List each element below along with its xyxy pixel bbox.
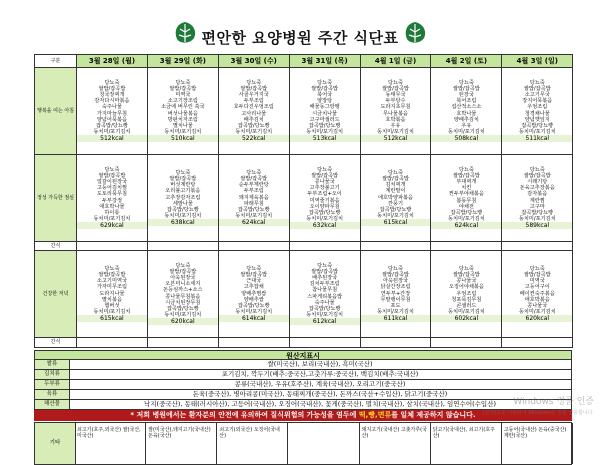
menu-item: 동치미/포기김치 [235, 128, 273, 135]
menu-item: 쌀밥/잡곡밥 [523, 272, 551, 279]
day-header: 3월 30일 (수) [218, 55, 289, 68]
snack-cell [147, 242, 218, 251]
day-header: 3월 28일 (월) [77, 55, 148, 68]
menu-item: 두부조림 [243, 98, 264, 105]
menu-item: 당뇨죽 [529, 80, 545, 87]
menu-item: 두부강정 [101, 197, 122, 204]
etc-cell: 고등어(국내산) 돈육(중국산) 계란(국산) [502, 423, 573, 464]
meal-cell [289, 155, 360, 242]
kcal-value: 620kcal [148, 318, 218, 325]
etc-cell: 돼지고기(국내산) 고춧가루(국산) [360, 423, 431, 464]
menu-item: 세발나물 [172, 200, 193, 207]
menu-item: 당뇨죽 [387, 80, 404, 87]
etc-cell: 쇠고기(외국산) 오징어(국내산) [217, 423, 288, 464]
menu-item: 버섯나물볶음 [167, 110, 198, 117]
menu-item: 동치미/포기김치 [93, 215, 131, 222]
kcal-value: 638kcal [148, 219, 218, 226]
menu-item: 얼갈이된장국 [96, 179, 127, 186]
kcal-value: 512kcal [77, 135, 147, 142]
menu-item: 감자다시마볶음 [94, 98, 130, 105]
menu-item: 쌀밥/잡곡밥 [382, 272, 409, 279]
menu-item: 아욱된장국 [382, 278, 409, 285]
menu-item: 고등어구이 [524, 284, 550, 291]
origin-detail: 콩류(국내산), 우유(호주산), 계육(국내산), 오리고기(중국산) [234, 380, 406, 388]
menu-item: 무말랭이무침 [380, 296, 411, 303]
kcal-value: 615kcal [361, 219, 431, 226]
menu-item: 동치미/포기김치 [447, 128, 485, 135]
origin-row [34, 370, 572, 380]
menu-item: 잡곡밥/당뇨빵 [96, 122, 128, 129]
meal-cell [502, 155, 573, 242]
snack-row [35, 338, 573, 348]
meal-cell [218, 68, 289, 155]
menu-item: 당뇨죽 [458, 167, 474, 174]
menu-item: 당뇨죽 [387, 170, 404, 177]
origin-category: 두부류 [35, 380, 70, 389]
meal-cell [502, 68, 573, 155]
menu-item: 순두부계란탕 [238, 182, 269, 189]
meal-cell [147, 251, 218, 338]
menu-item: 하이롱 [104, 209, 120, 216]
menu-item: 멸치볶음 [101, 296, 122, 303]
etc-cell: 닭고기(국내산), 쇠고기(호주산) [431, 423, 502, 464]
meal-label: 건강한 저녁 [35, 251, 77, 338]
origin-detail: 낙지(중국산), 동태(러시아산), 고등어(국내산), 오징어(국내산), 꽃게(중국산), 멸치(국내산), 삼치(국내산), 임연수어(수입산) [143, 400, 497, 408]
menu-item: 동태무국 [385, 92, 406, 99]
menu-item: 돈등심까스+소스 [163, 287, 203, 294]
menu-item: 당뇨죽 [175, 263, 191, 270]
menu-item: 가지마늘무침 [96, 110, 127, 117]
origin-detail: 돈육(중국산), 병아리콩(미국산), 동태찌개(중국산), 돈까스(국산+수입산), 닭고기(중국산) [192, 390, 448, 398]
menu-item: 참나물무침 [312, 287, 338, 294]
menu-item: 계란찜 [529, 197, 545, 204]
menu-item: 쌀밥/잡곡밥 [523, 86, 551, 93]
menu-item: 소고기무국 [524, 92, 550, 99]
menu-item: 당뇨죽 [458, 266, 474, 273]
snack-cell [218, 338, 289, 348]
menu-item: 돼지제육볶음 [238, 194, 269, 201]
menu-item: 시래기탕 [527, 179, 548, 186]
menu-item: 양장탕 [317, 98, 333, 105]
menu-item: 섭산적소스소 [451, 104, 482, 111]
menu-item: 동치미/포기김치 [377, 212, 414, 219]
kcal-value: 615kcal [77, 315, 147, 322]
menu-item: 도라지초무침 [380, 104, 411, 111]
windows-activation-watermark [483, 397, 594, 419]
menu-item: 파래무침 [243, 200, 264, 207]
menu-item: 쌀밥/잡곡밥 [98, 272, 126, 279]
kcal-value: 522kcal [219, 135, 289, 142]
meal-cell [431, 251, 502, 338]
menu-item: 동치미/포기김치 [93, 308, 131, 315]
menu-item: 당뇨죽 [387, 266, 404, 273]
menu-item: 애호박양파볶음 [377, 194, 414, 201]
meal-label: 정성 가득한 점심 [35, 155, 77, 242]
notice-text: * 저희 병원에서는 환자분의 안전에 유의하여 질식위험의 가능성을 염두에 [130, 411, 359, 419]
menu-item: 콩나물국 [527, 302, 548, 309]
snack-cell [431, 338, 502, 348]
menu-item: 두부조림+오이 [307, 191, 342, 198]
menu-item: 미역국 [529, 278, 545, 285]
snack-cell [77, 242, 148, 251]
menu-item: 당뇨죽 [246, 266, 262, 273]
menu-item: 고사리나물 [241, 110, 267, 117]
menu-item: 치킨 [461, 185, 472, 192]
etc-cell [288, 423, 359, 464]
snack-label: 간식 [35, 338, 77, 348]
menu-item: 연두부+간장 [380, 290, 411, 297]
menu-item: 호두다진우엉조림 [233, 104, 274, 111]
menu-item: 가자미무조림 [96, 284, 127, 291]
menu-item: 잡곡밥/당뇨빵 [166, 305, 199, 312]
origin-row [34, 360, 572, 370]
menu-item: 동치미/포기김치 [447, 308, 485, 315]
menu-item: 당뇨죽 [317, 263, 333, 270]
menu-item: 고구마 [529, 203, 545, 210]
menu-item: 우엉조림 [456, 290, 477, 297]
monstera-leaf-icon [402, 20, 428, 46]
meal-cell [502, 251, 573, 338]
menu-item: 동치미/포기김치 [164, 212, 202, 219]
menu-item: 두부조림 [243, 188, 264, 195]
kcal-value: 624kcal [431, 222, 501, 229]
menu-item: 쌀밥/잡곡밥 [240, 86, 268, 93]
lunch-row [35, 155, 573, 242]
menu-item: 사골우거지국 [238, 92, 269, 99]
snack-cell [360, 242, 431, 251]
day-header: 3월 31일 (목) [289, 55, 360, 68]
menu-item: 쌀밥/잡곡밥 [98, 173, 126, 180]
kcal-value: 624kcal [219, 219, 289, 226]
menu-item: 근대국 [246, 278, 262, 285]
menu-item: 동치미/포기김치 [518, 308, 556, 315]
menu-item: 오븐미니소세지 [165, 281, 201, 288]
menu-item: 동치미/포기김치 [518, 215, 556, 222]
etc-label: 기타 [35, 423, 76, 464]
kcal-value: 620kcal [502, 315, 572, 322]
menu-item: 찐두부야채볶음 [448, 191, 484, 198]
menu-item: 쌀밥/잡곡밥 [311, 173, 339, 180]
menu-item: 당뇨죽 [458, 80, 474, 87]
etc-cell: 쇠고기(호주,외국산) 쌀(국산,미국산) [75, 423, 146, 464]
menu-item: 소고기미역국 [96, 278, 127, 285]
menu-item: 미역줄기볶음 [309, 197, 340, 204]
day-header: 4월 3일 (일) [502, 55, 573, 68]
menu-item: 시금치된장무침 [165, 299, 201, 306]
menu-item: 우유 [461, 122, 472, 129]
menu-item: 콩나물무침볶음 [165, 293, 201, 300]
menu-item: 장지어묵볶음 [522, 98, 553, 105]
meal-cell [218, 155, 289, 242]
menu-item: 당뇨죽 [529, 266, 545, 273]
snack-row [35, 242, 573, 251]
menu-item: 콩나물국 [314, 179, 335, 186]
title-bar [0, 0, 600, 54]
kcal-value: 510kcal [148, 135, 218, 142]
menu-item: 쌀밥/잡곡밥 [169, 269, 197, 276]
menu-item: 도라지나물 [99, 290, 125, 297]
menu-item: 감자볶음 [527, 191, 548, 198]
menu-item: 아욱된장국 [170, 275, 196, 282]
page-title: 편안한 요양병원 주간 식단표 [201, 29, 399, 47]
menu-item: 잡곡밥/당뇨빵 [521, 122, 554, 129]
watermark-line: [설정]으로 이동하여 Windows를 정품 인증합니다. [482, 410, 594, 416]
menu-item: 콩나물국 [456, 278, 477, 285]
menu-item: 동치미/포기김치 [377, 308, 414, 315]
menu-item: 동치미/포기김치 [235, 212, 273, 219]
menu-item: 잡곡밥/당뇨빵 [379, 206, 412, 213]
menu-item: 잡곡밥/당뇨빵 [237, 206, 270, 213]
menu-item: 동치미/포기김치 [93, 128, 131, 135]
menu-item: 동치미/포기김치 [306, 311, 344, 318]
meal-cell [218, 251, 289, 338]
menu-item: 당뇨죽 [317, 167, 333, 174]
menu-item: 당뇨죽 [175, 80, 191, 87]
menu-item: 오이양파무침 [309, 203, 340, 210]
menu-item: 쌀밥/잡곡밥 [98, 86, 126, 93]
menu-item: 계란말이 [385, 188, 406, 195]
menu-item: 봄동무침 [456, 197, 477, 204]
menu-item: 청경채나물 [524, 110, 550, 117]
menu-item: 해물동그랑땡 [309, 104, 340, 111]
menu-item: 멸치나물 [172, 122, 193, 129]
origin-detail: 쌀(미국산), 보리(국내산), 흑미(국산) [267, 360, 373, 368]
breakfast-row [35, 68, 573, 155]
menu-item: 애호박볶음 [524, 296, 550, 303]
notice-text-end: 를 일체 제공하지 않습니다. [391, 411, 476, 419]
menu-item: 양배추김치 [453, 116, 479, 123]
menu-item: 동치미/포기김치 [518, 128, 556, 135]
origin-category: 쌀류 [35, 360, 70, 369]
menu-item: 쌀밥/잡곡밥 [452, 173, 480, 180]
menu-item: 잡곡밥/당뇨빵 [237, 122, 270, 129]
menu-item: 고구마샐러드 [309, 116, 340, 123]
meal-cell [289, 251, 360, 338]
menu-item: 우유 [390, 122, 401, 129]
meal-cell [360, 251, 431, 338]
menu-item: 고등어김치찜 [96, 185, 127, 192]
kcal-value: 632kcal [290, 222, 360, 229]
menu-item: 쌀밥/잡곡밥 [452, 86, 480, 93]
meal-cell [360, 68, 431, 155]
snack-cell [502, 338, 573, 348]
kcal-value: 511kcal [502, 135, 572, 142]
kcal-value: 512kcal [361, 135, 431, 142]
snack-cell [77, 338, 148, 348]
kcal-value: 602kcal [431, 315, 501, 322]
menu-item: 호박나물 [456, 110, 477, 117]
menu-item: 당뇨죽 [246, 170, 262, 177]
origin-category: 해산물 [35, 400, 70, 409]
menu-item: 당뇨죽 [246, 80, 262, 87]
menu-item: 쌀밥/잡곡밥 [169, 86, 197, 93]
menu-item: 잡곡밥/당뇨빵 [308, 209, 341, 216]
menu-item: 포도 [390, 302, 401, 309]
menu-item: 잡곡밥/당뇨빵 [308, 122, 341, 129]
meal-cell [147, 155, 218, 242]
menu-item: 동치미/포기김치 [306, 128, 344, 135]
menu-item: 배추김치 [243, 116, 264, 123]
menu-item: 쌀밥/잡곡밥 [452, 272, 480, 279]
origin-category: 육류 [35, 390, 70, 399]
menu-item: 스파게티볶음밥 [307, 293, 343, 300]
menu-item: 쌀밥/잡곡밥 [240, 176, 268, 183]
menu-item: 숙주나물 [314, 299, 335, 306]
menu-item: 고추잡채 [243, 284, 264, 291]
menu-item: 잡곡밥/당뇨빵 [308, 305, 341, 312]
menu-item: 쌀밥/잡곡밥 [382, 176, 409, 183]
kcal-value: 612kcal [290, 318, 360, 325]
menu-item: 닭살간장조림 [380, 284, 411, 291]
day-header: 4월 2일 (토) [431, 55, 502, 68]
menu-item: 동치미/포기김치 [306, 215, 344, 222]
menu-item: 당뇨죽 [317, 80, 333, 87]
corner-label: 구분 [35, 55, 77, 68]
menu-item: 당뇨죽 [529, 167, 545, 174]
menu-item: 김치찌개 [385, 182, 406, 189]
menu-item: 된장국 [458, 92, 474, 99]
menu-item: 잡곡밥/당뇨빵 [237, 302, 270, 309]
kcal-value: 629kcal [77, 222, 147, 229]
meal-cell [77, 251, 148, 338]
menu-item: 버섯계란탕 [170, 182, 196, 189]
menu-item: 고추장감자조림 [165, 194, 201, 201]
menu-item: 고추장불고기 [309, 185, 340, 192]
menu-item: 돈육고추장볶음 [519, 185, 555, 192]
meal-cell [77, 68, 148, 155]
menu-item: 숙주나물 [101, 104, 122, 111]
menu-item: 애호박나물 [99, 203, 125, 210]
menu-item: 도토리묵무침 [96, 191, 127, 198]
snack-cell [218, 242, 289, 251]
notice-highlight: 떡,빵,면류 [358, 411, 392, 419]
kcal-value: 508kcal [431, 135, 501, 142]
meal-label: 행복을 여는 아침 [35, 68, 77, 155]
menu-item: 콘샐러드 [456, 302, 477, 309]
menu-item: 오리불고기볶음 [165, 188, 201, 195]
meal-cell [360, 155, 431, 242]
menu-item: 양념어묵볶음 [96, 116, 127, 123]
kcal-value: 614kcal [219, 315, 289, 322]
dinner-row [35, 251, 573, 338]
snack-cell [147, 338, 218, 348]
etc-row [34, 422, 572, 465]
header-row [35, 55, 573, 68]
menu-item: 당뇨죽 [104, 167, 120, 174]
snack-cell [431, 242, 502, 251]
menu-item: 부대찌개 [456, 179, 477, 186]
menu-item: 야채전 [458, 203, 474, 210]
etc-cell: 쌀(미국산),돼지고기(국내산) 돈육(국산) [146, 423, 217, 464]
menu-item: 호박볶음 [385, 116, 406, 123]
menu-item: 당뇨죽 [175, 170, 191, 177]
kcal-value: 611kcal [361, 315, 431, 322]
menu-item: 쌀밥/잡곡밥 [382, 86, 409, 93]
menu-item: 소금에 버무린 쑥국 [161, 104, 205, 111]
menu-item: 쌀밥/잡곡밥 [169, 176, 197, 183]
meal-cell [431, 155, 502, 242]
menu-item: 쌀밥/잡곡밥 [240, 272, 268, 279]
menu-item: 베이컨숙주볶음 [519, 290, 555, 297]
day-header: 3월 29일 (화) [147, 55, 218, 68]
origin-detail: 포기김치, 깍두기(배추:중국산,고춧가루:중국산), 백김치(배추:국내산) [221, 370, 419, 378]
menu-item: 당뇨죽 [104, 266, 120, 273]
menu-item: 양념깻잎지 [524, 116, 550, 123]
menu-item: 쌀밥/잡곡밥 [311, 269, 339, 276]
menu-item: 시금치나물 [312, 110, 338, 117]
meal-cell [431, 68, 502, 155]
menu-item: 쌀밥/잡곡밥 [523, 173, 551, 180]
menu-item: 동치미/포기김치 [377, 128, 414, 135]
origin-title: 원산지표시 [34, 350, 572, 360]
menu-item: 김치두부조림 [309, 281, 340, 288]
watermark-line: Windows 정품 인증 [513, 397, 594, 407]
menu-item: 북어조림 [456, 98, 477, 105]
kcal-value: 513kcal [290, 135, 360, 142]
menu-item: 동치미/포기김치 [235, 308, 273, 315]
snack-label: 간식 [35, 242, 77, 251]
menu-item: 소고기장조림 [167, 98, 198, 105]
snack-cell [360, 338, 431, 348]
menu-item: 청포묵김무침 [451, 296, 482, 303]
meal-cell [289, 68, 360, 155]
menu-item: 양배추찜쌈 [241, 290, 267, 297]
menu-item: 배추된장국 [312, 275, 338, 282]
menu-item: 방판치자조림 [167, 116, 198, 123]
origin-row [34, 380, 572, 390]
meal-cell [147, 68, 218, 155]
menu-item: 쌀밥/잡곡밥 [311, 86, 339, 93]
menu-item: 당뇨죽 [104, 80, 120, 87]
snack-cell [502, 242, 573, 251]
snack-cell [289, 242, 360, 251]
origin-category: 김치류 [35, 370, 70, 379]
menu-item: 잡곡밥/당뇨빵 [521, 209, 554, 216]
menu-item: 깐풍기 [387, 200, 404, 207]
kcal-value: 589kcal [502, 222, 572, 229]
menu-item: 북어국 [317, 92, 333, 99]
menu-item: 햄버섯 [104, 302, 120, 309]
menu-item: 청국장찌개 [99, 92, 125, 99]
menu-item: 우엉조림 [527, 104, 548, 111]
menu-item: 양배추쌈 [243, 296, 264, 303]
snack-cell [289, 338, 360, 348]
menu-item: 잡곡밥/당뇨빵 [166, 206, 199, 213]
menu-item: 동치미/포기김치 [164, 311, 202, 318]
meal-cell [77, 155, 148, 242]
menu-item: 오징어야채볶음 [448, 284, 484, 291]
day-header: 4월 1일 (금) [360, 55, 431, 68]
menu-item: 무나물볶음 [382, 110, 409, 117]
menu-item: 잡곡밥/당뇨빵 [450, 209, 483, 216]
menu-item: 미역국 [175, 92, 191, 99]
menu-item: 동치미/포기김치 [447, 215, 485, 222]
menu-item: 두부탕수 [385, 98, 406, 105]
menu-item: 동치미/포기김치 [164, 128, 202, 135]
weekly-menu-table [34, 54, 573, 348]
